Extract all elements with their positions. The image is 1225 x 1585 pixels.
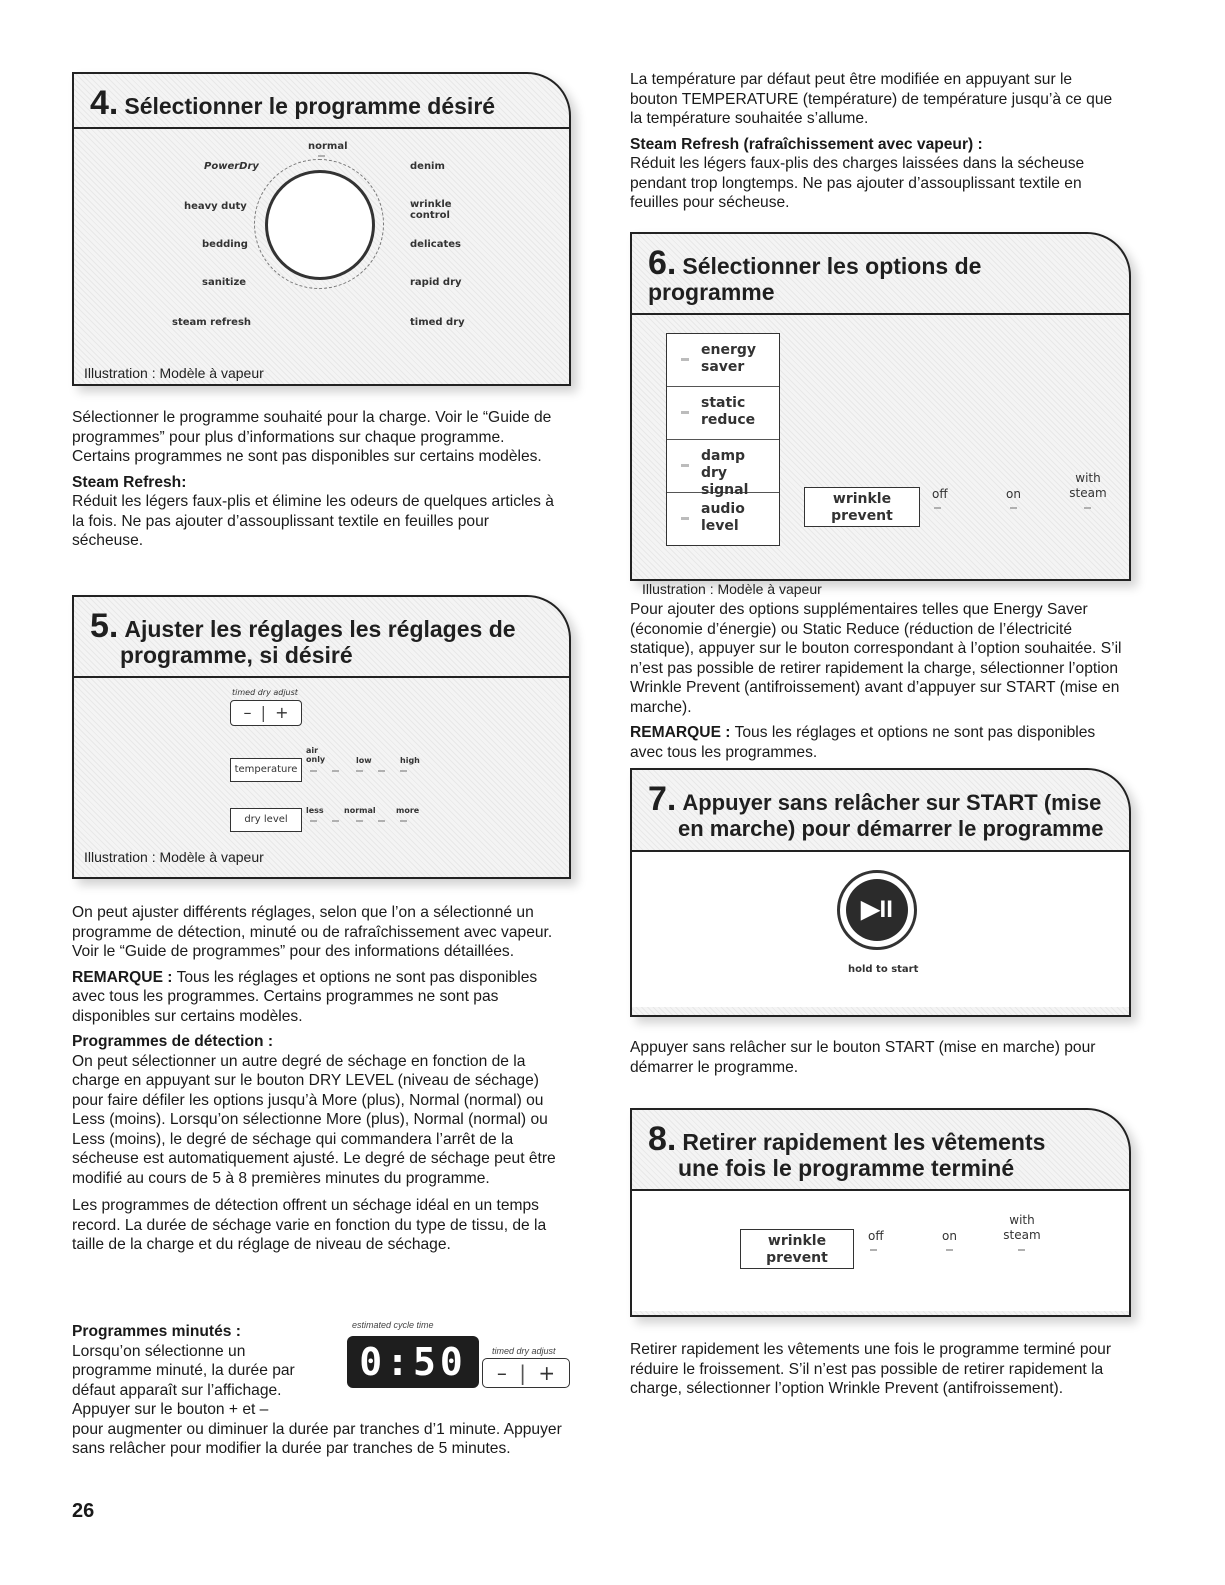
timed-line-4: Appuyer sur le bouton + et –: [72, 1401, 269, 1418]
dial-label-timed-dry: timed dry: [410, 317, 465, 328]
section-5-header: [74, 597, 569, 678]
section-4-box: [72, 72, 571, 386]
dial-label-wrinkle-control: wrinkle control: [410, 199, 452, 221]
estimated-cycle-time-label: estimated cycle time: [352, 1320, 434, 1330]
temp-level-air-only: air only: [306, 746, 326, 764]
page-number: 26: [72, 1500, 95, 1522]
hold-to-start-label: hold to start: [848, 964, 919, 975]
cycle-dial-knob[interactable]: [254, 159, 384, 289]
section-6-caption: Illustration : Modèle à vapeur: [642, 581, 822, 597]
steam-refresh-text-2: Réduit les légers faux-plis des charges laissées dans la sécheuse pendant trop longtemps. Ne pas ajouter d’assouplissant textile en feuilles pour sécheuse.: [630, 155, 1085, 211]
timed-line-1: Lorsqu’on sélectionne un: [72, 1342, 246, 1360]
section-4-text: [72, 408, 562, 557]
temperature-button[interactable]: temperature: [230, 758, 302, 782]
minus-button-2[interactable]: –: [496, 1361, 507, 1385]
timed-programs: [72, 1322, 572, 1459]
start-button-ring: [846, 879, 908, 941]
dial-label-powerdry: PowerDry: [204, 161, 259, 172]
plus-button[interactable]: +: [275, 703, 289, 722]
section-8-header: [632, 1110, 1129, 1191]
dry-level-more: more: [396, 806, 420, 815]
start-illustration: [632, 852, 1129, 1007]
detection-heading: Programmes de détection :: [72, 1033, 274, 1050]
wrinkle-level-on: on: [1006, 487, 1021, 501]
option-audio-level[interactable]: audio level: [667, 493, 779, 546]
section-6-title: 6. Sélectionner les options de programme: [648, 244, 982, 305]
section-4-header: [74, 74, 569, 129]
timed-dry-adjust-label: timed dry adjust: [232, 688, 298, 697]
wrinkle-level-off-2: off: [868, 1229, 884, 1243]
wrinkle-illustration: [632, 1191, 1129, 1311]
section-7-header: [632, 770, 1129, 852]
section-6-remarque: REMARQUE : Tous les réglages et options ne sont pas disponibles avec tous les programmes.: [630, 724, 1096, 761]
right-top-text: [630, 70, 1120, 219]
minus-button[interactable]: –: [243, 703, 252, 722]
section-5-intro: On peut ajuster différents réglages, selon que l’on a sélectionné un programme de détection, minuté ou de rafraîchissement avec vapeur. Voir le “Guide de programmes” pour des informations détaillées.: [72, 904, 553, 960]
dial-label-denim: denim: [410, 161, 445, 172]
timed-heading: Programmes minutés :: [72, 1323, 241, 1340]
section-8-body: Retirer rapidement les vêtements une fois le programme terminé pour réduire le froissement. S’il n’est pas possible de retirer rapidement la charge, sélectionner l’option Wrinkle Prevent (antifroissement).: [630, 1341, 1112, 1397]
temp-level-high: high: [400, 756, 420, 765]
section-6-body: Pour ajouter des options supplémentaires telles que Energy Saver (économie d’énergie) ou Static Reduce (réduction de l’électricité statique), appuyer sur le bouton correspondant à l’option souhaitée. S’il n’est pas possible de retirer rapidement la charge, sélectionner l’option Wrinkle Prevent (antifroissement) avant d’appuyer sur START (mise en marche).: [630, 601, 1122, 716]
section-4-intro: Sélectionner le programme souhaité pour la charge. Voir le “Guide de programmes” pour plus d’informations sur chaque programme. Certains programmes ne sont pas disponibles sur certains modèles.: [72, 409, 552, 465]
temperature-text: La température par défaut peut être modifiée en appuyant sur le bouton TEMPERATURE (température) de température jusqu’à ce que la température souhaitée s’allume.: [630, 71, 1113, 127]
cycle-dial-illustration: [74, 129, 569, 389]
section-5-remarque: REMARQUE : Tous les réglages et options ne sont pas disponibles avec tous les programmes. Certains programmes ne sont pas disponibles sur certains modèles.: [72, 968, 538, 1025]
section-5-title: 5. Ajuster les réglages les réglages de programme, si désiré: [90, 607, 516, 668]
section-8-title: 8. Retirer rapidement les vêtements une fois le programme terminé: [648, 1120, 1046, 1181]
steam-refresh-heading-2: Steam Refresh (rafraîchissement avec vapeur) :: [630, 135, 983, 153]
wrinkle-level-off: off: [932, 487, 948, 501]
section-5-box: [72, 595, 571, 879]
section-7-box: [630, 768, 1131, 1017]
section-7-title: 7. Appuyer sans relâcher sur START (mise en marche) pour démarrer le programme: [648, 780, 1104, 841]
option-energy-saver[interactable]: energy saver: [667, 334, 779, 387]
start-button[interactable]: [837, 870, 917, 950]
section-5-caption: Illustration : Modèle à vapeur: [84, 849, 264, 865]
cycle-time-display: 0:50: [347, 1336, 479, 1388]
section-8-text: [630, 1340, 1120, 1405]
dry-level-button[interactable]: dry level: [230, 808, 302, 832]
timed-rest: pour augmenter ou diminuer la durée par tranches d’1 minute. Appuyer sans relâcher pour modifier la durée par tranches de 5 minutes.: [72, 1420, 562, 1457]
dry-level-less: less: [306, 806, 324, 815]
dial-label-rapid-dry: rapid dry: [410, 277, 462, 288]
option-damp-dry-signal[interactable]: damp dry signal: [667, 440, 779, 493]
settings-illustration: [74, 678, 569, 873]
steam-refresh-heading: Steam Refresh:: [72, 473, 187, 491]
dial-label-heavy-duty: heavy duty: [184, 201, 247, 212]
dry-level-normal: normal: [344, 806, 376, 815]
wrinkle-prevent-button[interactable]: wrinkle prevent: [804, 487, 920, 527]
wrinkle-prevent-button-2[interactable]: wrinkle prevent: [740, 1229, 854, 1269]
section-6-text: [630, 600, 1130, 768]
section-5-text: [72, 903, 562, 1261]
timed-adjust-control-2: – | +: [482, 1358, 570, 1388]
section-6-box: [630, 232, 1131, 597]
timed-line-2: programme minuté, la durée par: [72, 1362, 295, 1379]
dial-label-steam-refresh: steam refresh: [172, 317, 252, 328]
steam-refresh-text: Réduit les légers faux-plis et élimine les odeurs de quelques articles à la fois. Ne pas ajouter d’assouplissant textile en feuilles pour sécheuse.: [72, 493, 554, 549]
section-6-header: [632, 234, 1129, 315]
timed-dry-adjust-control: – | +: [230, 700, 302, 726]
wrinkle-level-on-2: on: [942, 1229, 957, 1243]
detection-text: On peut sélectionner un autre degré de séchage en fonction de la charge en appuyant sur le bouton DRY LEVEL (niveau de séchage) pour faire défiler les options jusqu’à More (plus), Normal (normal) ou Less (moins). Lorsqu’on sélectionne More (plus), Normal (normal) ou Less (moins), le degré de séchage qui commandera l’arrêt de la sécheuse est automatiquement ajusté. Le degré de séchage peut être modifié au cours de 5 à 8 premières minutes du programme.: [72, 1052, 556, 1187]
temp-level-low: low: [356, 756, 372, 765]
timed-line-3: défaut apparaît sur l’affichage.: [72, 1381, 282, 1399]
section-7-body: Appuyer sans relâcher sur le bouton START (mise en marche) pour démarrer le programme.: [630, 1039, 1096, 1076]
plus-button-2[interactable]: +: [538, 1361, 556, 1385]
section-4-title: 4. Sélectionner le programme désiré: [90, 84, 496, 122]
wrinkle-level-with-steam-2: with steam: [1003, 1213, 1041, 1242]
section-4-caption: Illustration : Modèle à vapeur: [84, 365, 264, 381]
detection-text-2: Les programmes de détection offrent un séchage idéal en un temps record. La durée de séchage varie en fonction du type de tissu, de la taille de la charge et du réglage de niveau de séchage.: [72, 1197, 547, 1253]
options-illustration: [632, 315, 1129, 605]
dial-label-sanitize: sanitize: [202, 277, 247, 288]
dial-label-normal: normal: [308, 141, 348, 152]
section-8-box: [630, 1108, 1131, 1317]
options-panel: [666, 333, 780, 546]
play-pause-icon: ▶II: [861, 896, 893, 923]
dial-label-bedding: bedding: [202, 239, 248, 250]
section-7-text: [630, 1038, 1100, 1083]
wrinkle-level-with-steam: with steam: [1069, 471, 1107, 500]
dial-label-delicates: delicates: [410, 239, 461, 250]
option-static-reduce[interactable]: static reduce: [667, 387, 779, 440]
timed-adjust-label-2: timed dry adjust: [492, 1346, 556, 1356]
